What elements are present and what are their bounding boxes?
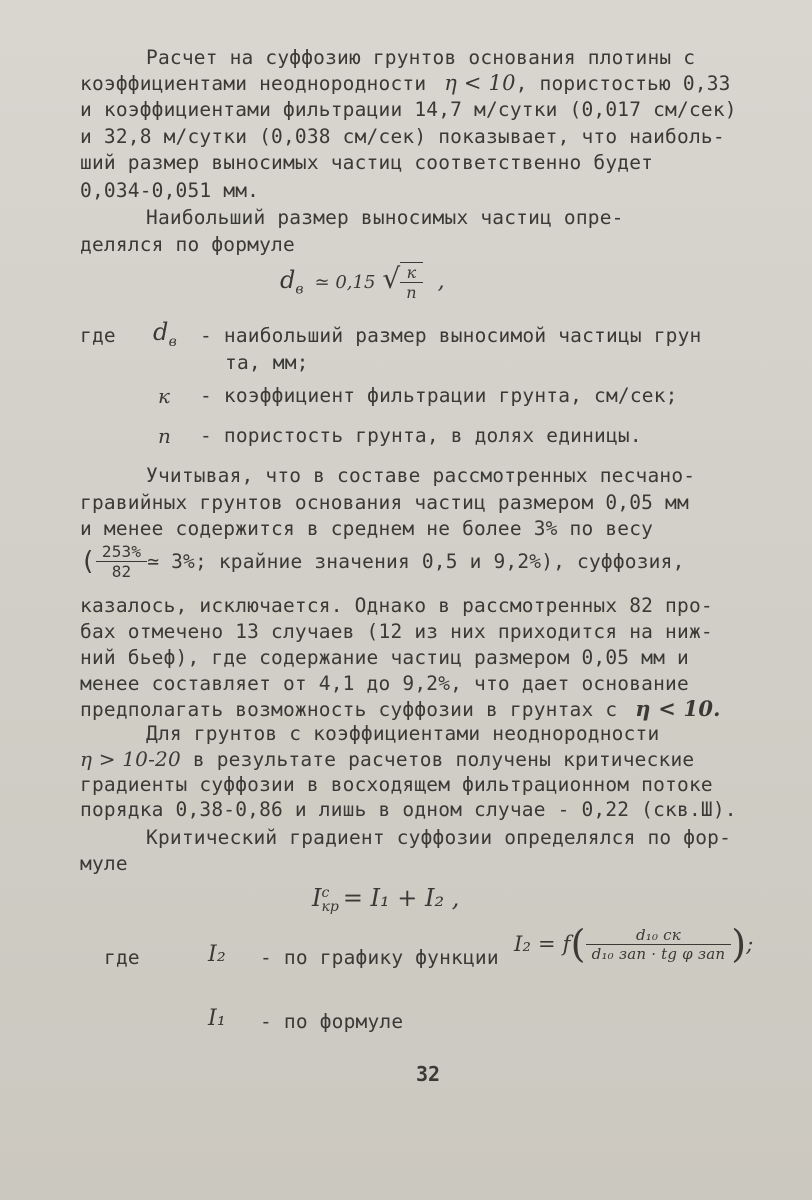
symbol-d: d — [153, 318, 169, 346]
text-line: Расчет на суффозию грунтов основания плотины с — [146, 46, 696, 69]
text-line: и коэффициентами фильтрации 14,7 м/сутки (0,017 см/сек) — [80, 98, 737, 121]
text-fragment: коэффициентами неоднородности — [80, 72, 427, 95]
text-line: делялся по формуле — [80, 233, 295, 256]
symbol-i2: I₂ — [208, 942, 226, 967]
text-fragment: в результате расчетов получены критические — [180, 748, 695, 771]
symbol-n: n — [158, 424, 172, 448]
superscript: с — [321, 884, 330, 901]
sqrt-sign: √ — [382, 262, 401, 295]
text-line — [80, 71, 731, 95]
legend-description: - по формуле — [260, 1010, 404, 1033]
text-line: порядка 0,38-0,86 и лишь в одном случае - 0,22 (скв.Ш). — [80, 798, 737, 821]
legend-description: - пористость грунта, в долях единицы. — [200, 424, 642, 447]
close-paren: ) — [731, 922, 747, 966]
text-line: ний бьеф), где содержание частиц размером 0,05 мм и — [80, 646, 689, 669]
symbol-k: к — [158, 384, 171, 408]
text-line: градиенты суффозии в восходящем фильтрационном потоке — [80, 773, 713, 796]
text-line — [80, 542, 685, 581]
text-line: Наибольший размер выносимых частиц опре- — [146, 206, 624, 229]
legend-description: - наибольший размер выносимой частицы грун — [200, 324, 702, 347]
eta-symbol: η < 10. — [635, 696, 721, 721]
text-line: муле — [80, 852, 128, 875]
page-number: 32 — [416, 1062, 441, 1086]
open-paren: ( — [570, 922, 586, 966]
legend-symbol — [153, 318, 177, 350]
text-line: и 32,8 м/сутки (0,038 см/сек) показывает, что наиболь- — [80, 125, 725, 148]
subscript: кр — [321, 898, 339, 915]
text-fragment: ≃ 3%; крайние значения 0,5 и 9,2%), суффозия, — [147, 550, 685, 573]
legend-description: та, мм; — [225, 351, 309, 374]
formula-rhs: = I₁ + I₂ , — [342, 884, 460, 912]
denominator: n — [406, 283, 417, 302]
numerator: 253% — [96, 542, 147, 562]
formula-coefficient: ≃ 0,15 — [314, 272, 376, 293]
text-fragment: предполагать возможность суффозии в грунтах с — [80, 698, 618, 721]
text-line: казалось, исключается. Однако в рассмотренных 82 про- — [80, 594, 713, 617]
where-label: где — [80, 324, 116, 347]
text-line: Учитывая, что в составе рассмотренных песчано- — [146, 464, 696, 487]
text-line: бах отмечено 13 случаев (12 из них приходится на ниж- — [80, 620, 713, 643]
denominator: d₁₀ зап · tg φ зап — [591, 944, 726, 963]
text-line: менее составляет от 4,1 до 9,2%, что дает основание — [80, 672, 689, 695]
eta-symbol: η < 10 — [444, 71, 516, 95]
text-line — [80, 747, 694, 771]
where-label: где — [104, 946, 140, 969]
formula-grain-size — [280, 262, 445, 302]
formula-function — [514, 922, 754, 966]
fraction — [96, 542, 147, 581]
punctuation: ; — [746, 932, 754, 956]
legend-description: - коэффициент фильтрации грунта, см/сек; — [200, 384, 678, 407]
formula-symbol: I — [312, 884, 322, 912]
fraction — [586, 926, 732, 963]
denominator: 82 — [111, 562, 132, 581]
text-line: Критический градиент суффозии определялся по фор- — [146, 826, 732, 849]
fraction — [400, 262, 422, 302]
text-line: и менее содержится в среднем не более 3% по весу — [80, 517, 654, 540]
symbol-i1: I₁ — [208, 1006, 226, 1031]
formula-subscript: в — [295, 281, 304, 298]
symbol-subscript: в — [168, 333, 177, 350]
text-line: 0,034-0,051 мм. — [80, 179, 260, 202]
numerator: d₁₀ ск — [586, 926, 732, 945]
legend-description: - по графику функции — [260, 946, 499, 969]
punctuation: , — [437, 269, 445, 294]
text-line — [80, 696, 721, 721]
text-line: гравийных грунтов основания частиц размером 0,05 мм — [80, 491, 689, 514]
text-fragment: , пористостью 0,33 — [515, 72, 731, 95]
text-line: Для грунтов с коэффициентами неоднородности — [146, 722, 660, 745]
numerator: к — [400, 263, 422, 283]
text-line: ший размер выносимых частиц соответственно будет — [80, 151, 654, 174]
formula-symbol: d — [280, 266, 296, 294]
eta-symbol: η > 10-20 — [80, 747, 181, 771]
formula-critical-gradient — [312, 884, 459, 914]
open-paren: ( — [80, 546, 96, 577]
function-lhs: I₂ = f — [514, 932, 571, 956]
